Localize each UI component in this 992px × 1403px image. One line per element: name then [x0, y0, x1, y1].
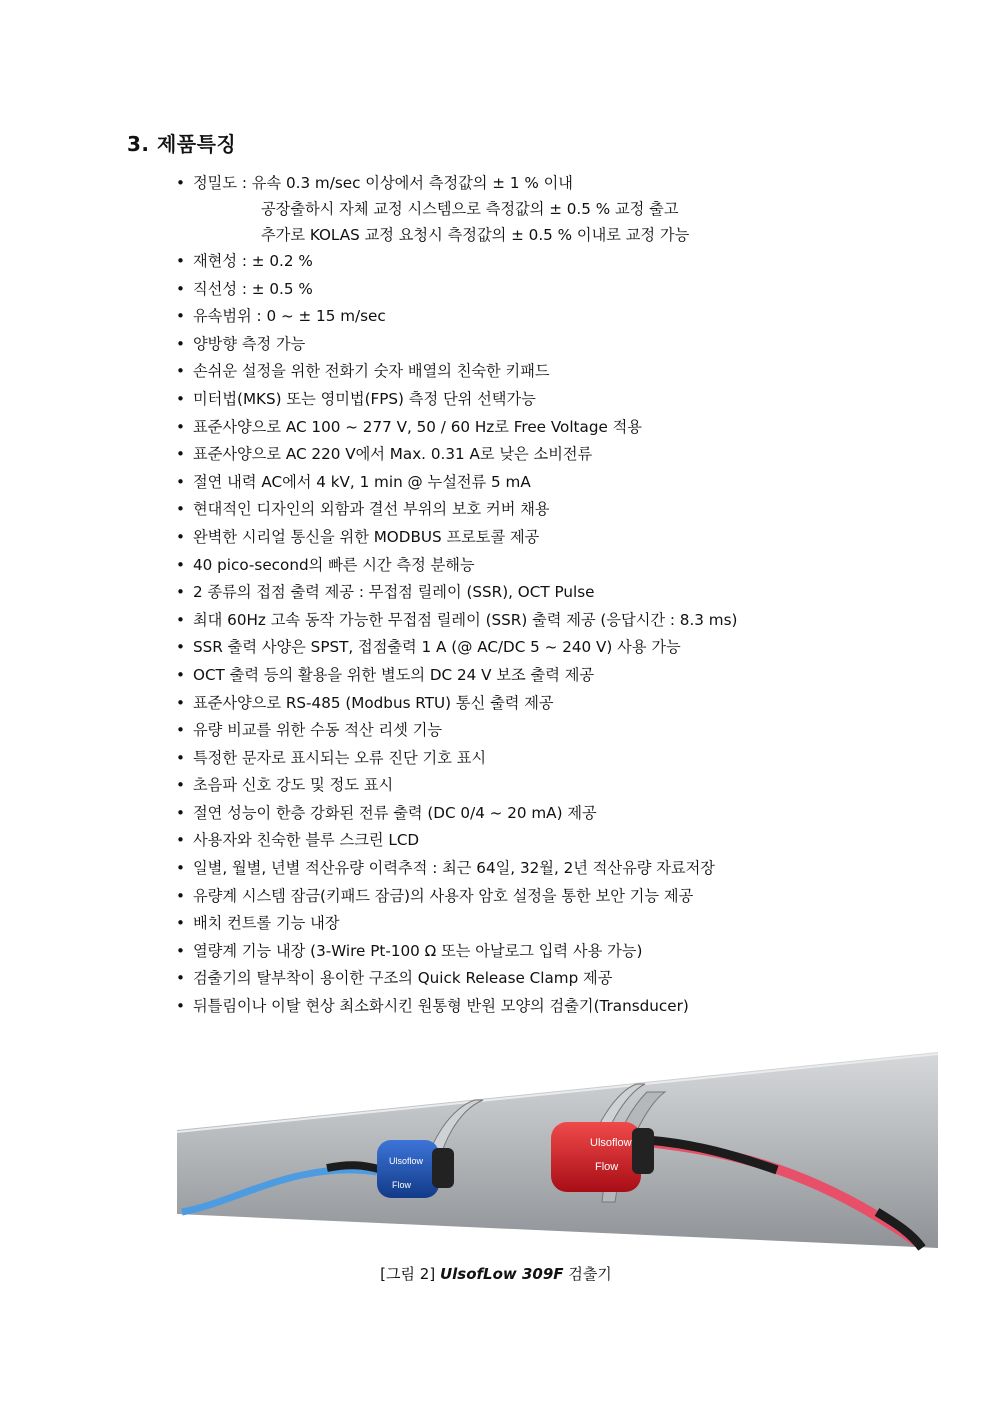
- bullet-icon: •: [176, 638, 185, 657]
- bullet-icon: •: [176, 334, 185, 353]
- spec-line: 공장출하시 자체 교정 시스템으로 측정값의 ± 0.5 % 교정 출고: [261, 200, 679, 218]
- list-item: [176, 331, 737, 359]
- feature-text: 일별, 월별, 년별 적산유량 이력추적 : 최근 64일, 32월, 2년 적산유량 자료저장: [193, 859, 715, 878]
- list-item: [176, 827, 737, 855]
- bullet-icon: •: [176, 362, 185, 381]
- bullet-icon: •: [176, 803, 185, 822]
- bullet-icon: •: [176, 555, 185, 574]
- blue-flow-label: Flow: [392, 1180, 412, 1190]
- section-heading: 3. 제품특징: [127, 132, 237, 156]
- bullet-icon: •: [176, 527, 185, 546]
- caption-model: UlsofLow 309F: [439, 1265, 564, 1283]
- feature-text: 열량계 기능 내장 (3-Wire Pt-100 Ω 또는 아날로그 입력 사용 가능): [193, 941, 643, 960]
- feature-text: 2 종류의 접점 출력 제공 : 무접점 릴레이 (SSR), OCT Pulse: [193, 583, 595, 602]
- bullet-icon: •: [176, 472, 185, 491]
- list-item: [176, 386, 737, 414]
- red-flow-label: Flow: [595, 1161, 619, 1173]
- feature-text: 손쉬운 설정을 위한 전화기 숫자 배열의 친숙한 키패드: [193, 362, 550, 381]
- feature-text: SSR 출력 사양은 SPST, 접점출력 1 A (@ AC/DC 5 ~ 240 V) 사용 가능: [193, 638, 681, 657]
- bullet-icon: •: [176, 997, 185, 1016]
- bullet-icon: •: [176, 693, 185, 712]
- list-item: [176, 248, 737, 276]
- list-item: [176, 800, 737, 828]
- list-item: [176, 414, 737, 442]
- caption-suffix: 검출기: [568, 1265, 612, 1283]
- list-item: [176, 607, 737, 635]
- bullet-icon: •: [176, 417, 185, 436]
- list-item: [176, 170, 737, 248]
- bullet-icon: •: [176, 941, 185, 960]
- feature-text: 유량 비교를 위한 수동 적산 리셋 기능: [193, 721, 443, 740]
- bullet-icon: •: [176, 583, 185, 602]
- red-transducer: [551, 1122, 654, 1192]
- list-item: [176, 552, 737, 580]
- feature-text: 절연 성능이 한층 강화된 전류 출력 (DC 0/4 ~ 20 mA) 제공: [193, 803, 597, 822]
- bullet-icon: •: [176, 307, 185, 326]
- bullet-icon: •: [176, 721, 185, 740]
- spec-line: 정밀도 : 유속 0.3 m/sec 이상에서 측정값의 ± 1 % 이내: [193, 174, 573, 192]
- feature-text: 뒤틀림이나 이탈 현상 최소화시킨 원통형 반원 모양의 검출기(Transducer): [193, 997, 689, 1016]
- list-item: [176, 938, 737, 966]
- bullet-icon: •: [176, 252, 185, 270]
- bullet-icon: •: [176, 174, 185, 192]
- bullet-icon: •: [176, 859, 185, 878]
- figure-caption: [0, 1263, 992, 1284]
- list-item: [176, 910, 737, 938]
- list-item: [176, 993, 737, 1021]
- feature-text: 배치 컨트롤 기능 내장: [193, 914, 340, 933]
- bullet-icon: •: [176, 665, 185, 684]
- list-item: [176, 965, 737, 993]
- list-item: [176, 745, 737, 773]
- feature-text: 최대 60Hz 고속 동작 가능한 무접점 릴레이 (SSR) 출력 제공 (응답시간 : 8.3 ms): [193, 610, 738, 629]
- feature-text: 유량계 시스템 잠금(키패드 잠금)의 사용자 암호 설정을 통한 보안 기능 제공: [193, 886, 694, 905]
- list-item: [176, 524, 737, 552]
- bullet-icon: •: [176, 279, 185, 298]
- feature-text: 재현성 : ± 0.2 %: [193, 252, 313, 270]
- list-item: [176, 690, 737, 718]
- list-item: [176, 579, 737, 607]
- feature-text: 유속범위 : 0 ~ ± 15 m/sec: [193, 307, 386, 326]
- feature-text: 양방향 측정 가능: [193, 334, 306, 353]
- bullet-icon: •: [176, 500, 185, 519]
- feature-text: 직선성 : ± 0.5 %: [193, 279, 313, 298]
- feature-text: 완벽한 시리얼 통신을 위한 MODBUS 프로토콜 제공: [193, 527, 540, 546]
- feature-text: 표준사양으로 AC 100 ~ 277 V, 50 / 60 Hz로 Free Voltage 적용: [193, 417, 642, 436]
- list-item: [176, 441, 737, 469]
- bullet-icon: •: [176, 886, 185, 905]
- feature-text: 표준사양으로 AC 220 V에서 Max. 0.31 A로 낮은 소비전류: [193, 445, 593, 464]
- red-brand-label: Ulsoflow: [590, 1137, 632, 1149]
- feature-list: [176, 170, 737, 1021]
- bullet-icon: •: [176, 610, 185, 629]
- bullet-icon: •: [176, 389, 185, 408]
- list-item: [176, 303, 737, 331]
- feature-text: 특정한 문자로 표시되는 오류 진단 기호 표시: [193, 748, 487, 767]
- feature-text: 사용자와 친숙한 블루 스크린 LCD: [193, 831, 420, 850]
- list-item: [176, 496, 737, 524]
- bullet-icon: •: [176, 445, 185, 464]
- list-item: [176, 883, 737, 911]
- transducer-photo: [177, 1052, 939, 1252]
- feature-text: 검출기의 탈부착이 용이한 구조의 Quick Release Clamp 제공: [193, 969, 613, 988]
- feature-text: OCT 출력 등의 활용을 위한 별도의 DC 24 V 보조 출력 제공: [193, 665, 595, 684]
- blue-brand-label: Ulsoflow: [389, 1156, 424, 1166]
- list-item: [176, 662, 737, 690]
- feature-text: 40 pico-second의 빠른 시간 측정 분해능: [193, 555, 475, 574]
- caption-prefix: [그림 2]: [380, 1265, 436, 1283]
- list-item: [176, 358, 737, 386]
- list-item: [176, 717, 737, 745]
- feature-text: 절연 내력 AC에서 4 kV, 1 min @ 누설전류 5 mA: [193, 472, 531, 491]
- bullet-icon: •: [176, 914, 185, 933]
- feature-text: 초음파 신호 강도 및 정도 표시: [193, 776, 394, 795]
- feature-text: 현대적인 디자인의 외함과 결선 부위의 보호 커버 채용: [193, 500, 550, 519]
- bullet-icon: •: [176, 969, 185, 988]
- list-item: [176, 276, 737, 304]
- spec-line: 추가로 KOLAS 교정 요청시 측정값의 ± 0.5 % 이내로 교정 가능: [261, 226, 690, 244]
- bullet-icon: •: [176, 748, 185, 767]
- bullet-icon: •: [176, 831, 185, 850]
- list-item: [176, 772, 737, 800]
- list-item: [176, 469, 737, 497]
- feature-text: 표준사양으로 RS-485 (Modbus RTU) 통신 출력 제공: [193, 693, 554, 712]
- list-item: [176, 855, 737, 883]
- feature-text: 미터법(MKS) 또는 영미법(FPS) 측정 단위 선택가능: [193, 389, 536, 408]
- list-item: [176, 634, 737, 662]
- bullet-icon: •: [176, 776, 185, 795]
